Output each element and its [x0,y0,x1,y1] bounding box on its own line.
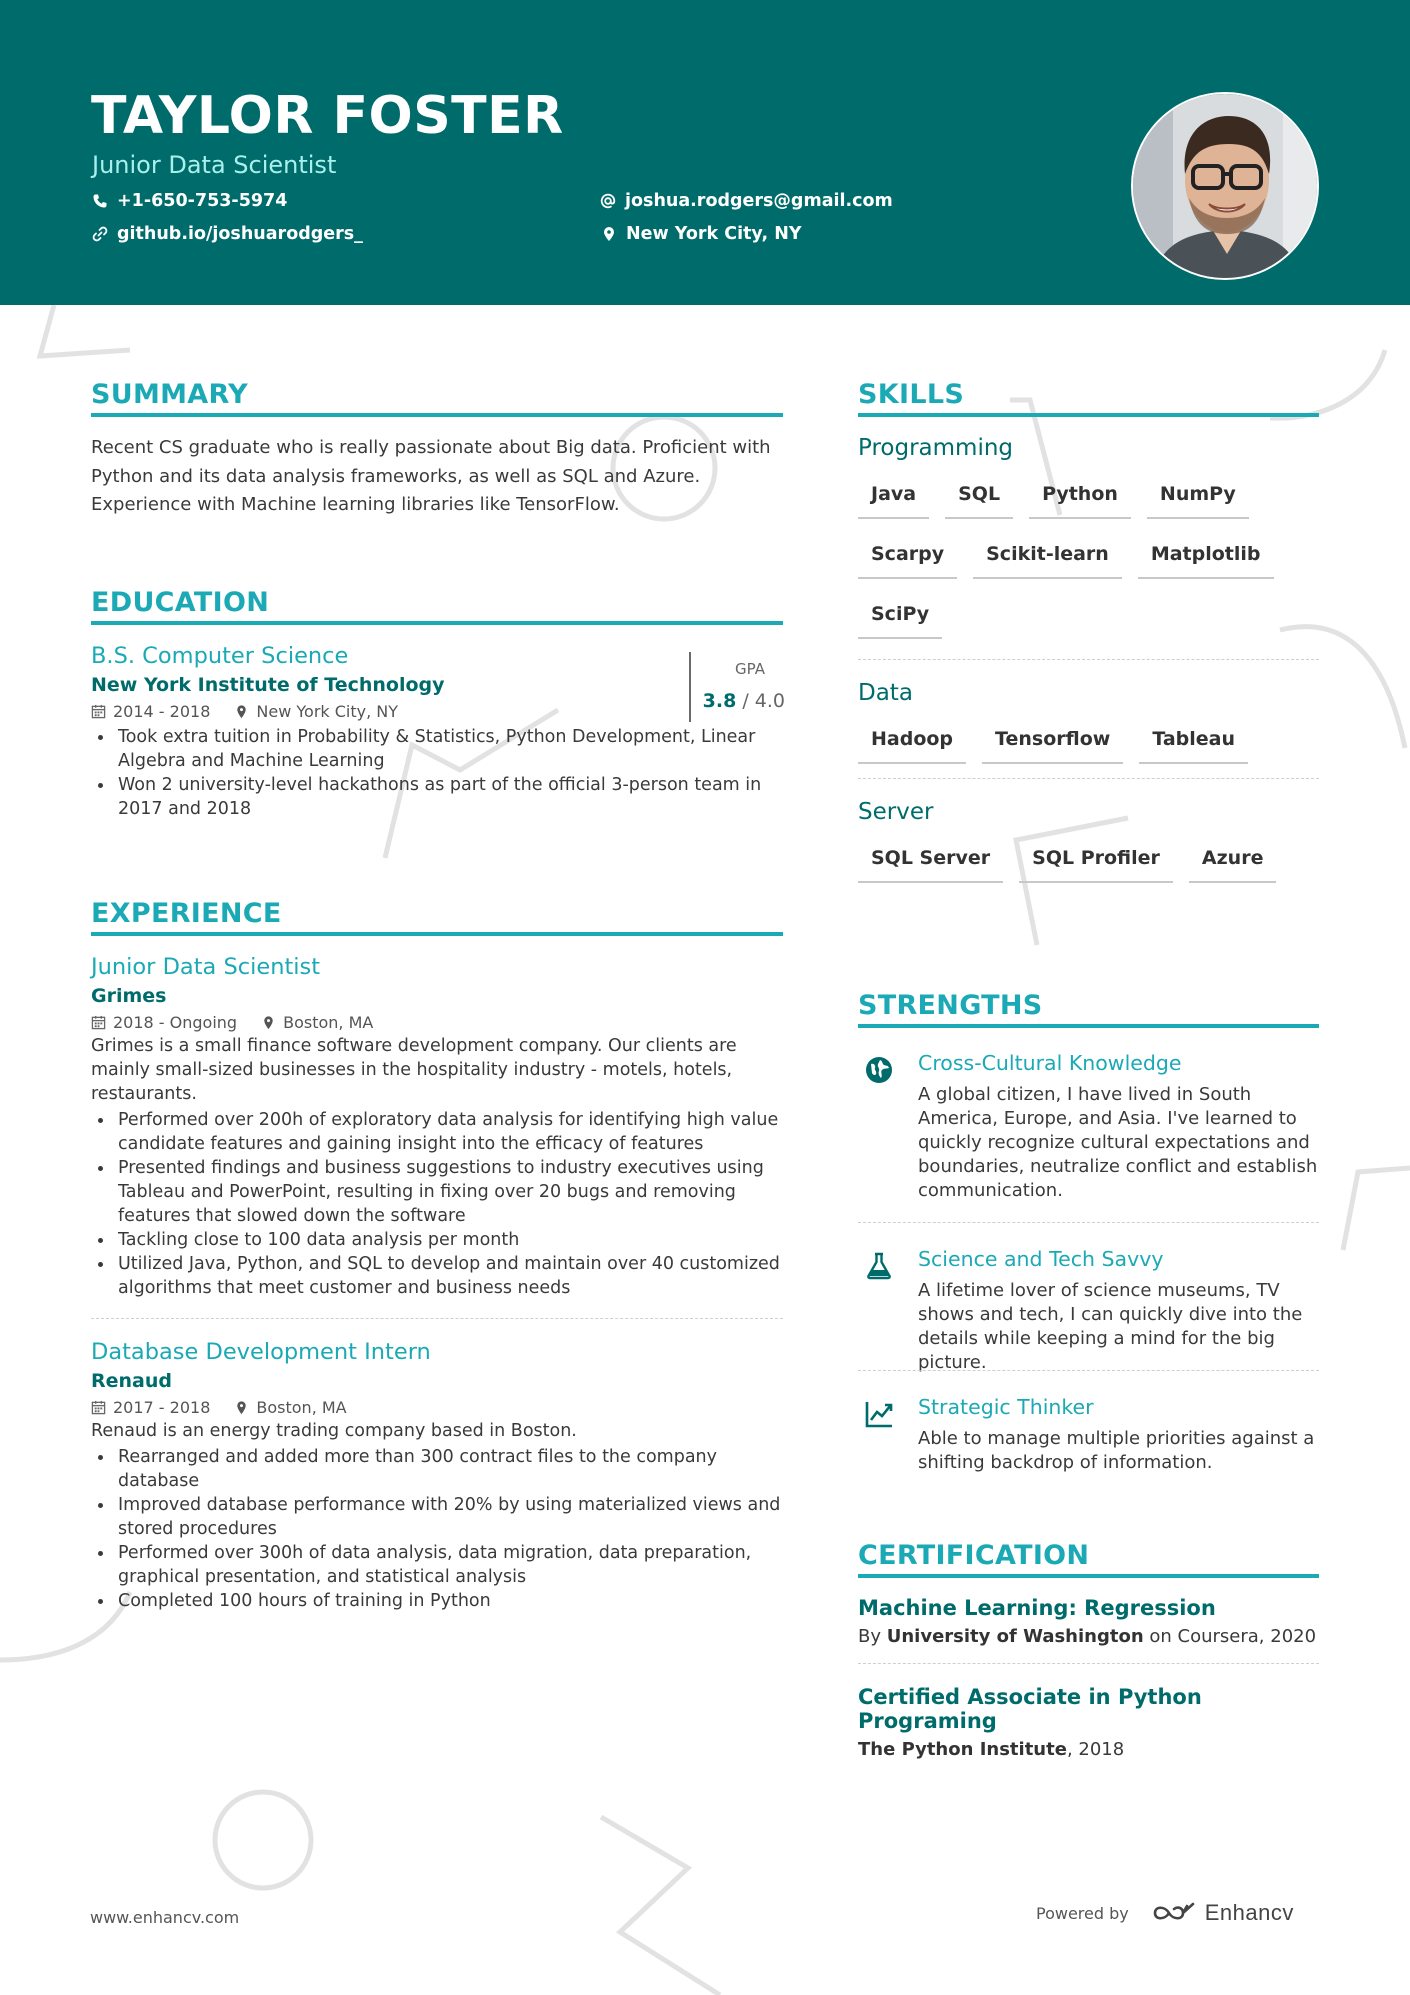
phone-icon [92,193,108,209]
map-pin-icon [234,1400,249,1415]
footer-brand [1036,1900,1294,1926]
skill-tag: Azure [1189,835,1277,883]
cert-item [858,1596,1319,1647]
skill-tag: SQL Server [858,835,1003,883]
job-meta [91,1013,783,1032]
job-role: Junior Data Scientist [91,954,321,980]
list-item: Won 2 university-level hackathons as part of the official 3-person team in 2017 and 2018 [91,773,781,821]
brand-logo[interactable] [1151,1900,1294,1926]
summary-title: SUMMARY [91,378,783,417]
skill-tag: Tensorflow [982,716,1123,764]
list-item: Utilized Java, Python, and SQL to develop and maintain over 40 customized algorithms that meet customer and business needs [91,1252,783,1300]
strength-text: A global citizen, I have lived in South America, Europe, and Asia. I've learned to quickly recognize cultural expectations and boundaries, neutralize conflict and establish communication. [918,1084,1318,1201]
skill-group-title: Programming [858,435,1014,461]
job-location: Boston, MA [234,1398,346,1417]
list-item: Performed over 200h of exploratory data analysis for identifying high value candidate features and gaining insight into the efficacy of features [91,1108,783,1156]
gpa-value: 3.8 / 4.0 [702,690,785,712]
experience-entry [91,1339,783,1613]
education-section [91,586,783,821]
skills-section [858,378,1319,883]
strengths-section [858,989,1319,1489]
list-item: Took extra tuition in Probability & Statistics, Python Development, Linear Algebra and Machine Learning [91,725,781,773]
map-pin-icon [601,226,617,242]
experience-title: EXPERIENCE [91,897,783,936]
job-dates: 2018 - Ongoing [91,1013,237,1032]
list-item: Rearranged and added more than 300 contract files to the company database [91,1445,783,1493]
list-item: Presented findings and business suggestions to industry executives using Tableau and PowerPoint, resulting in fixing over 20 bugs and removing features that slowed down the software [91,1156,783,1228]
job-bullets [91,1445,783,1613]
job-bullets [91,1108,783,1300]
strength-text: A lifetime lover of science museums, TV shows and tech, I can quickly dive into the details while keeping a mind for the big picture. [918,1280,1303,1373]
experience-section [91,897,783,1613]
contact-phone[interactable] [92,191,287,211]
job-company: Grimes [91,985,167,1007]
brand-name: Enhancv [1204,1900,1294,1925]
skill-tag: Tableau [1139,716,1248,764]
strength-text: Able to manage multiple priorities against a shifting backdrop of information. [918,1428,1315,1473]
skill-tag: NumPy [1147,471,1249,519]
list-item: Completed 100 hours of training in Python [91,1589,783,1613]
skill-tags [858,716,1319,764]
skill-tag: Python [1029,471,1131,519]
list-item: Improved database performance with 20% by using materialized views and stored procedures [91,1493,783,1541]
divider [858,778,1319,779]
contact-location [601,224,802,244]
strength-title: Science and Tech Savvy [918,1247,1164,1271]
cert-issuer: The Python Institute, 2018 [858,1739,1125,1760]
education-degree: B.S. Computer Science [91,643,349,669]
enhancv-logo-icon [1151,1900,1197,1926]
job-location: Boston, MA [261,1013,373,1032]
divider [858,1222,1319,1223]
gpa-label: GPA [735,660,765,678]
calendar-icon [91,704,106,719]
cert-title: Certified Associate in Python Programing [858,1685,1202,1733]
skill-group-title: Server [858,799,934,825]
job-company: Renaud [91,1370,172,1392]
job-meta [91,1398,783,1417]
cert-title: Machine Learning: Regression [858,1596,1216,1620]
gpa-box [689,652,785,722]
summary-section [91,378,783,520]
education-meta [91,702,783,721]
cert-item [858,1685,1319,1760]
link-icon [92,226,108,242]
chart-line-icon [864,1399,894,1429]
map-pin-icon [234,704,249,719]
skill-tag: SQL Profiler [1019,835,1173,883]
education-location: New York City, NY [234,702,398,721]
certification-section [858,1539,1319,1760]
education-dates: 2014 - 2018 [91,702,210,721]
skills-title: SKILLS [858,378,1319,417]
divider [91,1318,783,1319]
skill-tag: SciPy [858,591,942,639]
phone-text: +1-650-753-5974 [117,191,288,211]
divider [858,1663,1319,1664]
skill-tags [858,471,1319,639]
website-text: github.io/joshuarodgers_ [117,224,363,244]
location-text: New York City, NY [626,224,802,244]
flask-icon [864,1251,894,1281]
powered-by-text: Powered by [1036,1903,1129,1923]
job-description: Grimes is a small finance software development company. Our clients are mainly small-sized businesses in the hospitality industry - motels, hotels, restaurants. [91,1036,737,1104]
certification-title: CERTIFICATION [858,1539,1319,1578]
calendar-icon [91,1400,106,1415]
skill-tag: Scarpy [858,531,957,579]
strengths-title: STRENGTHS [858,989,1319,1028]
education-bullets [91,725,781,821]
skill-tag: Matplotlib [1138,531,1274,579]
contact-email[interactable] [600,191,893,211]
skill-tags [858,835,1319,883]
education-school: New York Institute of Technology [91,674,445,696]
skill-tag: Hadoop [858,716,966,764]
summary-text: Recent CS graduate who is really passionate about Big data. Proficient with Python and its data analysis frameworks, as well as SQL and Azure. Experience with Machine learning libraries like TensorFlow. [91,437,771,515]
calendar-icon [91,1015,106,1030]
map-pin-icon [261,1015,276,1030]
skill-tag: Java [858,471,929,519]
job-description: Renaud is an energy trading company based in Boston. [91,1421,577,1441]
education-title: EDUCATION [91,586,783,625]
list-item: Performed over 300h of data analysis, data migration, data preparation, graphical presentation, and statistical analysis [91,1541,783,1589]
header [0,0,1410,305]
at-icon [600,193,616,209]
skill-group-title: Data [858,680,913,706]
divider [858,659,1319,660]
strength-title: Cross-Cultural Knowledge [918,1051,1182,1075]
email-text: joshua.rodgers@gmail.com [625,191,893,211]
list-item: Tackling close to 100 data analysis per month [91,1228,783,1252]
skill-tag: Scikit-learn [973,531,1122,579]
cert-issuer: By University of Washington on Coursera, 2020 [858,1626,1317,1647]
skill-tag: SQL [945,471,1013,519]
candidate-title: Junior Data Scientist [92,151,337,179]
experience-entry [91,954,783,1300]
job-role: Database Development Intern [91,1339,431,1365]
footer-website[interactable]: www.enhancv.com [90,1908,240,1927]
candidate-name: TAYLOR FOSTER [91,86,564,146]
profile-photo [1131,92,1319,280]
globe-icon [864,1055,894,1085]
job-dates: 2017 - 2018 [91,1398,210,1417]
divider [858,1370,1319,1371]
strength-title: Strategic Thinker [918,1395,1094,1419]
contact-website[interactable] [92,224,363,244]
